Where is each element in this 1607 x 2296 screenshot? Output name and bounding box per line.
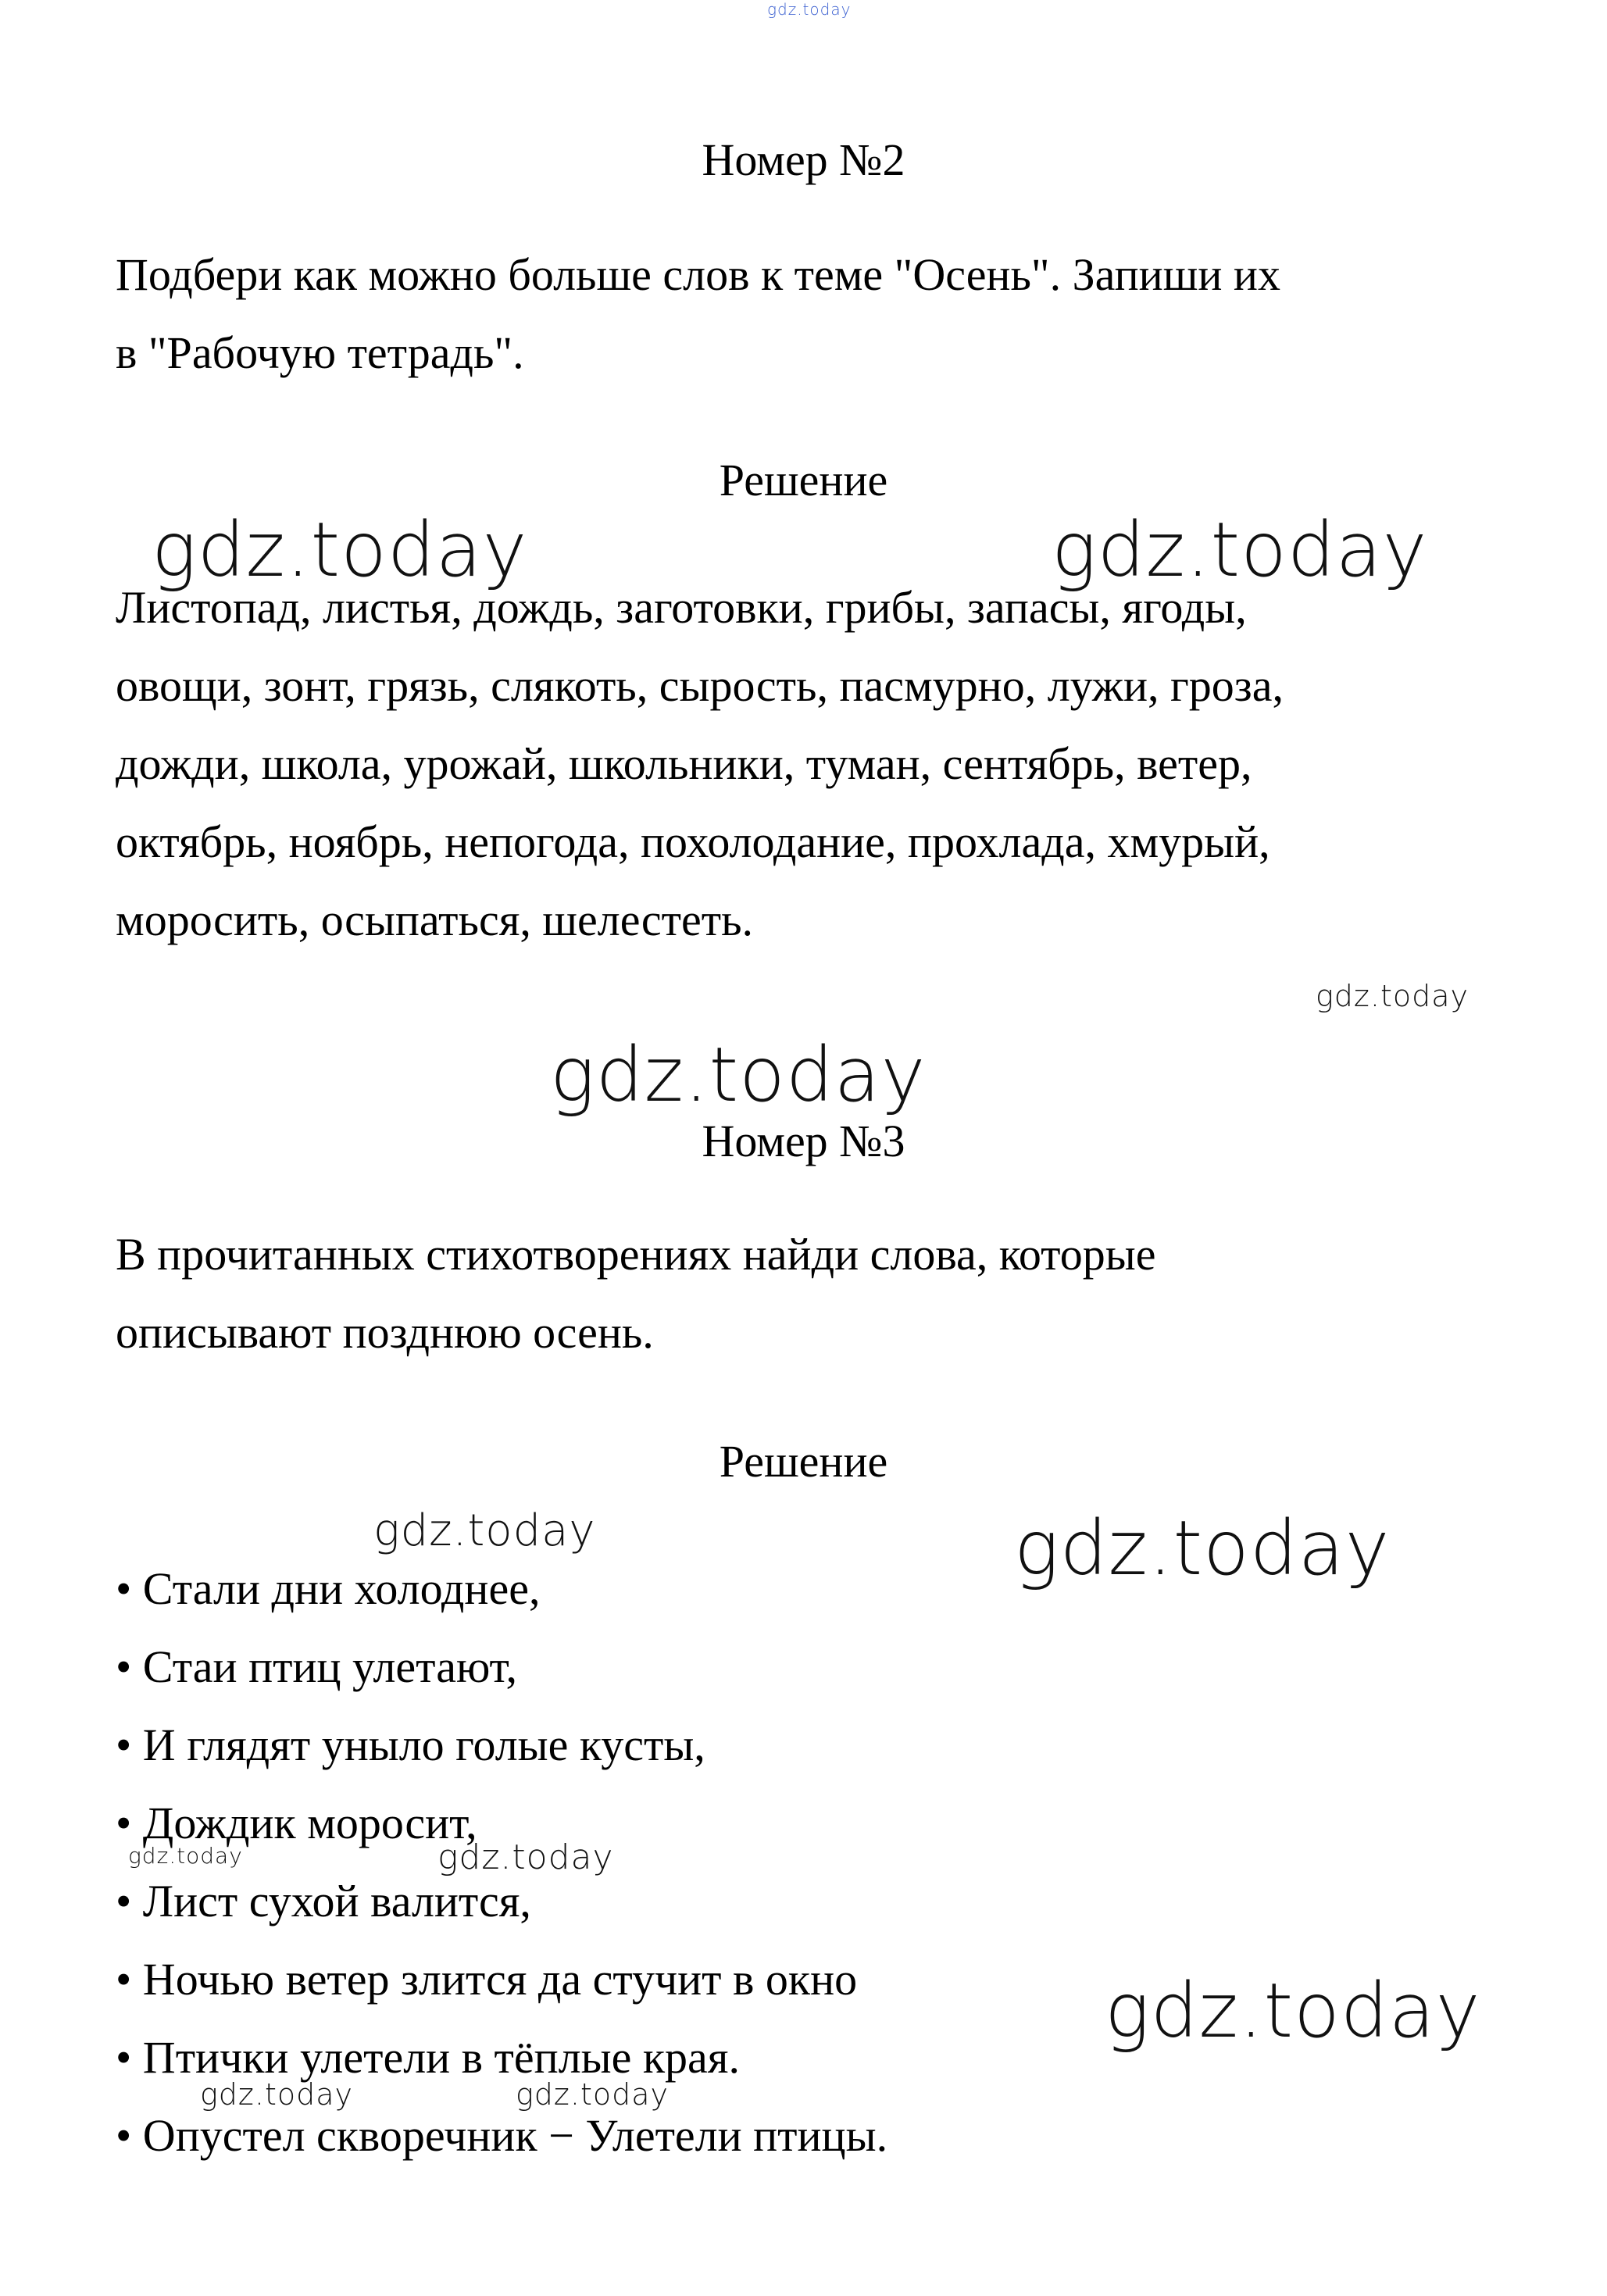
list-item: • Опустел скворечник − Улетели птицы. [116,2110,888,2161]
watermark: gdz.today [200,2077,353,2112]
answer-line: Листопад, листья, дождь, заготовки, грибы, запасы, ягоды, [116,582,1247,633]
list-item: • Дождик моросит, [116,1798,477,1848]
watermark: gdz.today [1052,506,1428,594]
task-text [116,236,1522,392]
section-title: Номер №3 [702,1116,905,1166]
watermark: gdz.today [1316,979,1469,1013]
watermark: gdz.today [767,0,852,19]
answer-line: октябрь, ноябрь, непогода, похолодание, прохлада, хмурый, [116,816,1270,867]
task-line: в "Рабочую тетрадь". [116,327,524,378]
list-item: • Стали дни холоднее, [116,1563,541,1614]
task-line: описывают позднюю осень. [116,1307,654,1358]
list-item: • Лист сухой валится, [116,1876,531,1926]
watermark: gdz.today [1105,1967,1481,2055]
watermark: gdz.today [1014,1505,1391,1592]
watermark: gdz.today [437,1837,614,1877]
answer-text [116,569,1522,959]
list-item: • Птички улетели в тёплые края. [116,2032,740,2083]
solution-label: Решение [719,1436,888,1487]
watermark: gdz.today [516,2077,669,2112]
watermark: gdz.today [550,1031,927,1119]
section-title: Номер №2 [702,134,905,185]
task-text [116,1216,1522,1372]
task-line: Подбери как можно больше слов к теме "Осень". Запиши их [116,249,1280,300]
watermark: gdz.today [152,506,528,594]
answer-line: дожди, школа, урожай, школьники, туман, сентябрь, ветер, [116,738,1252,789]
watermark: gdz.today [373,1505,596,1556]
list-item: • Стаи птиц улетают, [116,1641,518,1692]
task-line: В прочитанных стихотворениях найди слова, которые [116,1229,1156,1280]
solution-label: Решение [719,455,888,505]
answer-line: моросить, осыпаться, шелестеть. [116,894,754,945]
list-item: • И глядят уныло голые кусты, [116,1719,705,1770]
answer-line: овощи, зонт, грязь, слякоть, сырость, пасмурно, лужи, гроза, [116,660,1284,711]
watermark: gdz.today [128,1843,243,1869]
list-item: • Ночью ветер злится да стучит в окно [116,1954,858,2005]
